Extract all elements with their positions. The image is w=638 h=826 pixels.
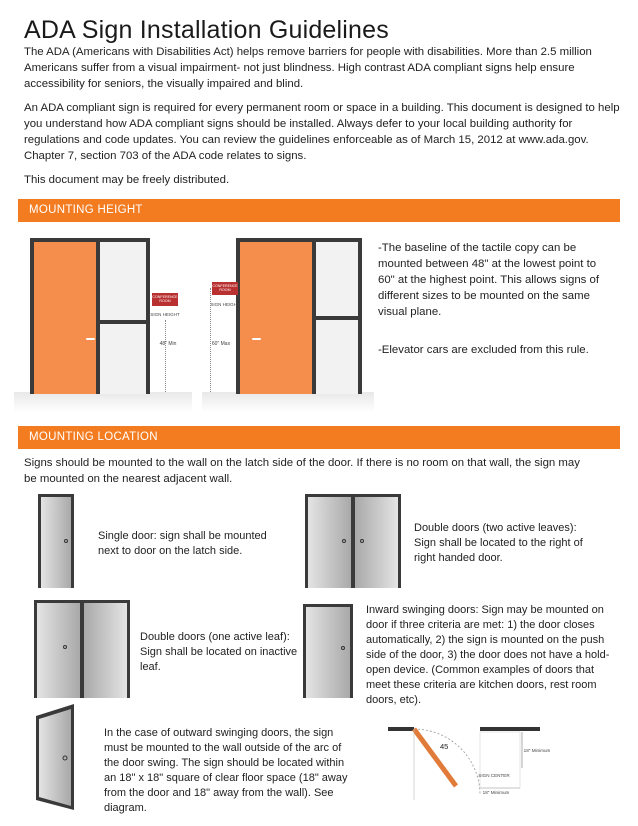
right-door-leaf bbox=[240, 242, 312, 394]
single-door-text: Single door: sign shall be mounted next to door on the latch side. bbox=[98, 530, 267, 557]
swing-diagram-lines bbox=[384, 720, 554, 816]
intro-paragraph-1: The ADA (Americans with Disabilities Act) helps remove barriers for people with disabilities. More than 2.5 million Americans suffer from a visual impairment- not just blindness. High contrast ADA compliant signs help ensure accessibility for seniors, the visually impaired and blind. bbox=[24, 46, 592, 90]
right-sidelight-lower bbox=[316, 320, 358, 394]
right-dimension-line bbox=[210, 288, 211, 392]
left-sidelight-upper bbox=[100, 242, 146, 320]
left-conference-room-sign: CONFERENCE ROOM bbox=[152, 293, 178, 306]
swing-sign-center-label: SIGN CENTER bbox=[478, 773, 510, 778]
mounting-height-diagram bbox=[14, 230, 374, 416]
right-sign-height-label: SIGN HEIGHT bbox=[210, 302, 240, 307]
right-door-frame bbox=[236, 238, 362, 394]
section-header-mounting-height: MOUNTING HEIGHT bbox=[18, 199, 620, 222]
left-door-frame bbox=[30, 238, 150, 394]
inward-swinging-text: Inward swinging doors: Sign may be mounted on door if three criteria are met: 1) the door closes automatically, 2) the sign is mounted on the push side of the door, 3) the door does not have a hold-open device. (Common examples of doors that meet these criteria are kitchen doors, rest room doors, etc). bbox=[366, 604, 610, 706]
mounting-location-intro: Signs should be mounted to the wall on the latch side of the door. If there is no room on that wall, the sign may be mounted on the nearest adjacent wall. bbox=[24, 457, 580, 485]
swing-clearance-diagram bbox=[384, 720, 554, 816]
outward-swinging-text: In the case of outward swinging doors, the sign must be mounted to the wall outside of the arc of the door swing. The sign should be located within an 18" x 18" square of clear floor space (18" away from the door and 18" away from the wall). See diagram. bbox=[104, 727, 348, 814]
swing-horizontal-dimension: 18" Minimum bbox=[482, 790, 510, 795]
page-title: ADA Sign Installation Guidelines bbox=[24, 16, 389, 44]
door-handle-icon bbox=[252, 338, 261, 340]
double-doors-two-active-icon bbox=[305, 494, 401, 588]
left-dimension-line bbox=[165, 320, 166, 392]
right-dimension-label: 60" Max bbox=[211, 341, 231, 347]
inward-swinging-door-icon bbox=[303, 604, 353, 698]
single-door-icon bbox=[38, 494, 74, 588]
swing-angle-label: 45 bbox=[440, 742, 449, 751]
swing-vertical-dimension: 18" Minimum bbox=[523, 748, 551, 753]
intro-paragraph-3: This document may be freely distributed. bbox=[24, 174, 230, 186]
right-conference-room-sign: CONFERENCE ROOM bbox=[212, 282, 238, 295]
right-sidelight-upper bbox=[316, 242, 358, 316]
section-header-mounting-location: MOUNTING LOCATION bbox=[18, 426, 620, 449]
left-dimension-label: 48" Min bbox=[159, 341, 177, 347]
mounting-height-bullet-2: -Elevator cars are excluded from this rule. bbox=[378, 344, 589, 356]
left-sign-height-label: SIGN HEIGHT bbox=[150, 312, 180, 317]
intro-paragraph-2: An ADA compliant sign is required for every permanent room or space in a building. This document is designed to help you understand how ADA compliant signs should be installed. Always defer to your local building authority for regulations and code updates. You can review the guidelines enforceable as of March 15, 2012 at www.ada.gov. Chapter 7, section 703 of the ADA code relates to signs. bbox=[24, 102, 620, 162]
double-doors-two-active-text: Double doors (two active leaves): Sign shall be located to the right of right handed door. bbox=[414, 522, 583, 564]
double-doors-one-active-icon bbox=[34, 600, 130, 698]
double-doors-one-active-text: Double doors (one active leaf): Sign shall be located on inactive leaf. bbox=[140, 631, 298, 673]
left-sidelight-lower bbox=[100, 324, 146, 394]
left-door-leaf bbox=[34, 242, 96, 394]
mounting-height-bullet-1: -The baseline of the tactile copy can be mounted between 48" at the lowest point to 60" at the highest point. This allows signs of different sizes to be mounted on the same visual plane. bbox=[378, 242, 600, 318]
outward-swinging-door-icon bbox=[36, 704, 86, 814]
door-handle-icon bbox=[86, 338, 95, 340]
